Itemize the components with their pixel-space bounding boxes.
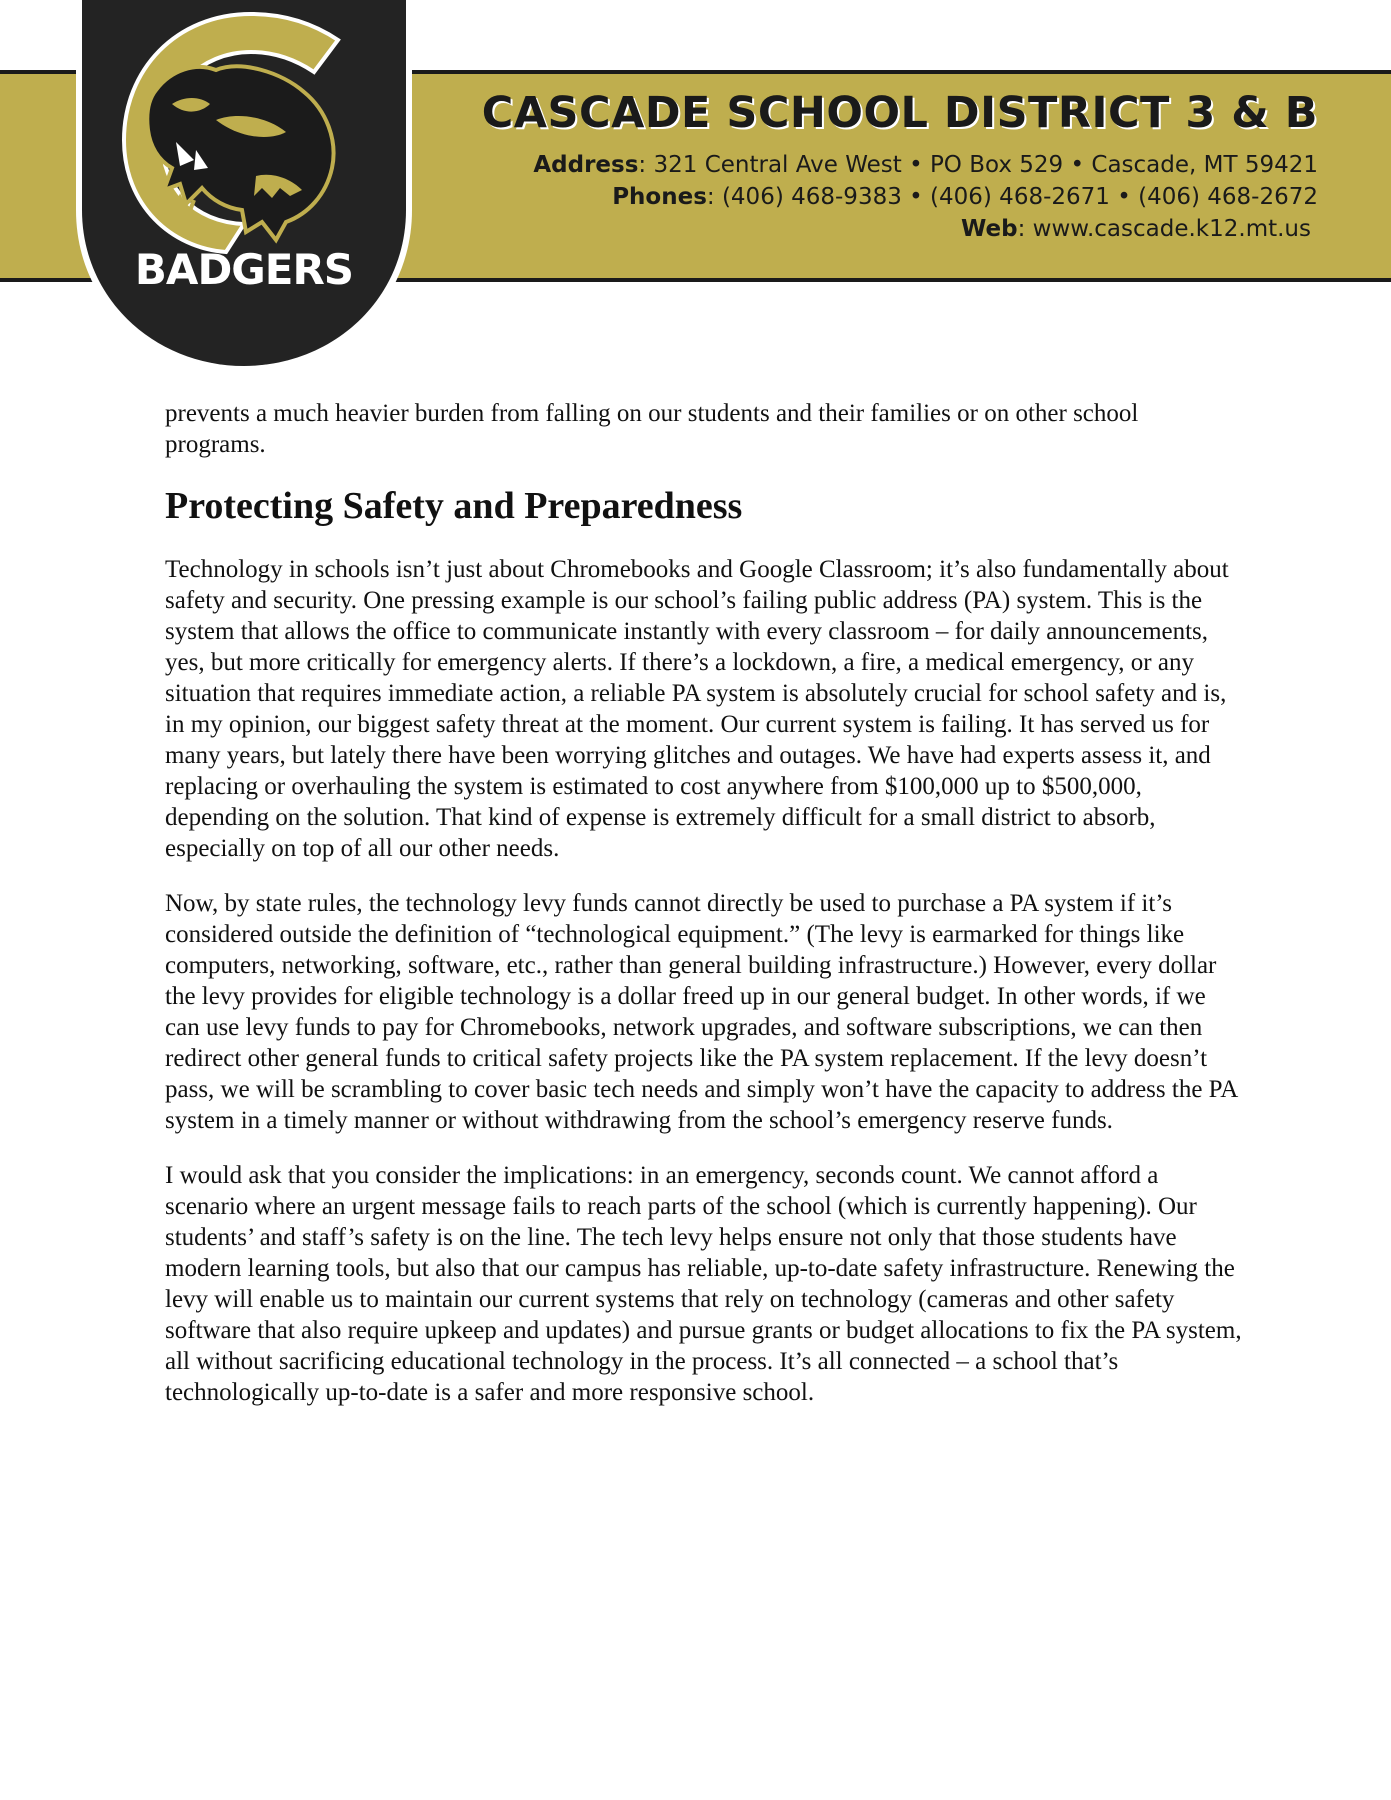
address-label: Address	[533, 152, 639, 178]
section-heading: Protecting Safety and Preparedness	[165, 485, 743, 527]
phones-label: Phones	[612, 184, 707, 210]
web-label: Web	[960, 216, 1018, 242]
paragraph-1: Technology in schools isn’t just about Chromebooks and Google Classroom; it’s also fundamentally about safety and security. One pressing example is our school’s failing public address (PA) system. This is the system that allows the office to communicate instantly with every classroom – for daily announcements, yes, but more critically for emergency alerts. If there’s a lockdown, a fire, a medical emergency, or any situation that requires immediate action, a reliable PA system is absolutely crucial for school safety and is, in my opinion, our biggest safety threat at the moment. Our current system is failing. It has served us for many years, but lately there have been worrying glitches and outages. We have had experts assess it, and replacing or overhauling the system is estimated to cost anywhere from $100,000 up to $500,000, depending on the solution. That kind of expense is extremely difficult for a small district to absorb, especially on top of all our other needs.	[165, 556, 1229, 862]
district-name: CASCADE SCHOOL DISTRICT 3 & B	[481, 88, 1318, 138]
phones-line	[612, 184, 1318, 210]
document-body	[165, 398, 1245, 1432]
address-line	[533, 152, 1318, 178]
logo-text-badgers: BADGERS	[134, 245, 354, 294]
phones-value: : (406) 468-9383 • (406) 468-2671 • (406) 468-2672	[706, 184, 1318, 210]
web-value: : www.cascade.k12.mt.us	[1017, 216, 1311, 242]
shield-graphic	[76, 0, 412, 372]
web-line	[961, 216, 1311, 242]
intro-paragraph: prevents a much heavier burden from falling on our students and their families or on other school programs.	[165, 400, 1139, 458]
paragraph-2: Now, by state rules, the technology levy funds cannot directly be used to purchase a PA system if it’s considered outside the definition of “technological equipment.” (The levy is earmarked for things like computers, networking, software, etc., rather than general building infrastructure.) However, every dollar the levy provides for eligible technology is a dollar freed up in our general budget. In other words, if we can use levy funds to pay for Chromebooks, network upgrades, and software subscriptions, we can then redirect other general funds to critical safety projects like the PA system replacement. If the levy doesn’t pass, we will be scrambling to cover basic tech needs and simply won’t have the capacity to address the PA system in a timely manner or without withdrawing from the school’s emergency reserve funds.	[165, 890, 1237, 1134]
paragraph-3: I would ask that you consider the implications: in an emergency, seconds count. We cannot afford a scenario where an urgent message fails to reach parts of the school (which is currently happening). Our students’ and staff’s safety is on the line. The tech levy helps ensure not only that those students have modern learning tools, but also that our campus has reliable, up-to-date safety infrastructure. Renewing the levy will enable us to maintain our current systems that rely on technology (cameras and other safety software that also require upkeep and updates) and pursue grants or budget allocations to fix the PA system, all without sacrificing educational technology in the process. It’s all connected – a school that’s technologically up-to-date is a safer and more responsive school.	[165, 1162, 1242, 1406]
badgers-logo-shield	[76, 0, 412, 372]
address-value: : 321 Central Ave West • PO Box 529 • Cascade, MT 59421	[638, 152, 1318, 178]
